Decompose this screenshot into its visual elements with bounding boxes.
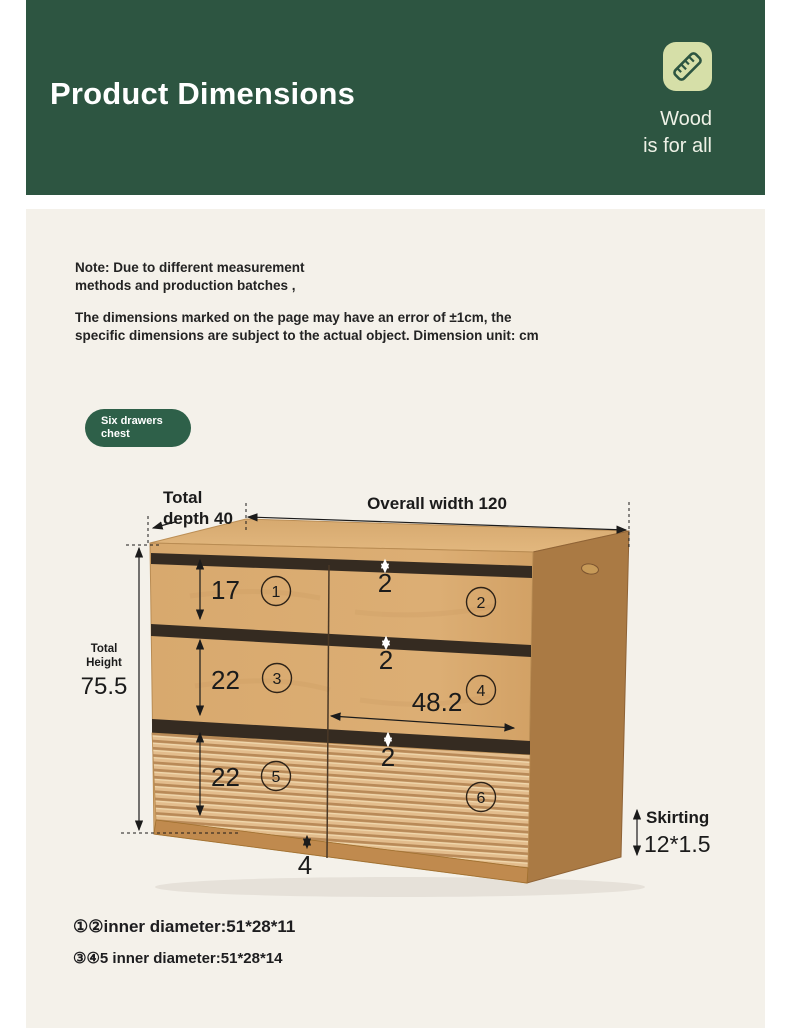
skirting-label: Skirting [646,808,710,827]
footnote-inner-diameter-1: ①②inner diameter:51*28*11 [73,917,296,936]
note-line-2: methods and production batches , [75,277,296,293]
note-paragraph-1 [75,259,305,294]
drawer5-height-value: 22 [211,762,240,792]
product-tag-line1: Six drawers [101,415,163,427]
total-depth-label-1: Total [163,488,203,507]
note-line-4: specific dimensions are subject to the actual object. Dimension unit: cm [75,327,539,343]
total-height-label-1: Total [90,643,118,655]
drawer-number-5: 5 [271,769,281,786]
gap2-value: 2 [378,645,394,675]
gap3-value: 2 [380,742,396,772]
note-line-1: Note: Due to different measurement [75,260,305,275]
skirting-value: 12*1.5 [644,831,711,857]
product-tag-line2: chest [101,428,130,440]
brand-tagline [643,106,712,160]
ruler-icon-badge [663,42,712,91]
plinth-height-value: 4 [297,850,313,880]
note-line-3: The dimensions marked on the page may have an error of ±1cm, the [75,310,512,325]
drawer-number-3: 3 [272,671,282,688]
page-title: Product Dimensions [50,76,356,111]
brand-tagline-line2: is for all [643,135,712,157]
overall-width-label: Overall width 120 [367,494,507,513]
gap1-value: 2 [377,568,393,598]
drawer-width-value: 48.2 [411,687,463,717]
drawer3-height-value: 22 [211,665,240,695]
ruler-icon [663,42,712,91]
drawer-number-1: 1 [271,584,281,601]
product-tag [85,409,191,447]
footnote-inner-diameter-2: ③④5 inner diameter:51*28*14 [73,950,283,967]
total-depth-label-2: depth 40 [163,509,233,528]
chest-side-panel [527,531,629,883]
drawer-number-6: 6 [476,790,486,807]
header-band [26,0,765,195]
note-paragraph-2 [75,309,539,344]
drawer1-height-value: 17 [211,575,240,605]
ground-shadow [155,877,645,897]
dimension-diagram [60,480,720,900]
total-height-value: 75.5 [80,673,128,700]
brand-tagline-line1: Wood [660,108,712,130]
drawer-number-2: 2 [476,595,486,612]
total-height-label-2: Height [86,657,122,669]
drawer-number-4: 4 [476,683,486,700]
